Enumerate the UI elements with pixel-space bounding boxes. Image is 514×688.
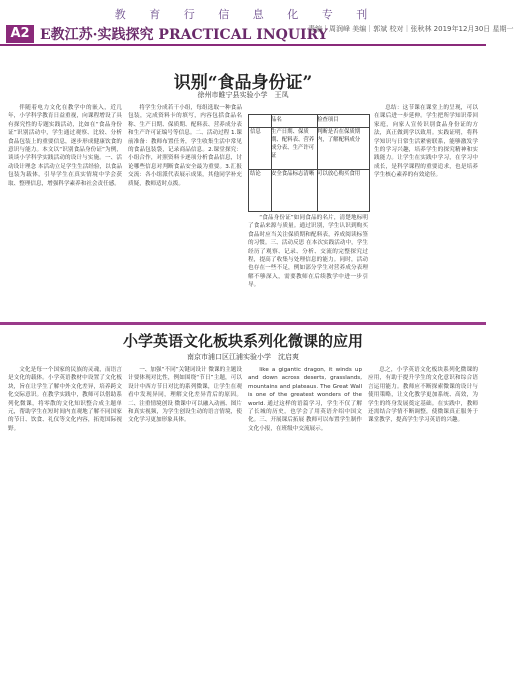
editor-meta: 责编｜周润峰 美编｜郭斌 校对｜张秋林 2019年12月30日 星期一 <box>308 25 514 33</box>
table-cell: 判断是否在保质期内，了解配料成分 <box>317 129 361 143</box>
article1-column-2: 将学生分成若干小组，每组选取一种食品包装，完成资料卡的填写，内容包括食品名称、生产日期、保质期、配料表、营养成分表和生产许可证编号等信息。二、活动过程 1.课前准备：教师布置任务，学生收集生活中常见的食品包装袋，记录商品信息。2.课堂探究：小组合作，对照资料卡逐项分析食品信息，讨论哪些信息对判断食品安全最为重要。3.汇报交流：各小组派代表展示成果，其他同学补充质疑，教师适时点拨。 <box>128 105 242 187</box>
article2-column-2: 一、加强“不同”关键词设计 微课的主题设计要体现对比性，例如围绕“节日”主题，可以设计中西方节日对比的系列微课，让学生在观看中发现异同，理解文化差异背后的原因。二、注重情境创设 微课中可以融入动画、图片和真实视频，为学生创设生动的语言情境，使文化学习更加形象具体。 <box>128 367 242 424</box>
masthead-banner: 教 育 行 信 息 化 专 刊 <box>114 8 378 21</box>
article2-column-1: 文化是每一个国家的民族的灵魂，而语言是文化的载体。小学英语教材中设置了文化板块，旨在让学生了解中外文化差异，培养跨文化交际意识。在教学实践中，教师可以借助系列化微课，将零散的文化知识整合成主题单元，帮助学生在短时间内直观地了解不同国家的节日、饮食、礼仪等文化内容，拓宽国际视野。 <box>8 367 122 432</box>
article1-column-1: 伴随着电力文化在教学中的嵌入，近几年，小学科学教育日益重视，向课程增设了具有探究性的专题实践活动，比如在“食品身份证”识别活动中，学生通过观察、比较、分析食品包装上的重要信息，逐步形成健康饮食的意识与能力。本文以“识别食品身份证”为例，谈谈小学科学实践活动的设计与实施。一、活动设计理念 本活动立足学生生活经验，以食品包装为载体，引导学生在真实情境中学会获取、整理信息，增强科学素养和社会责任感。 <box>8 105 122 187</box>
table-cell: 品名 <box>270 115 318 127</box>
article1-byline: 徐州市睢宁县实验小学 王凤 <box>197 91 289 99</box>
top-strip <box>0 0 486 5</box>
page-number: A2 <box>6 25 34 43</box>
table-cell: 安全食品标志清晰 <box>270 169 318 211</box>
article2-byline: 南京市浦口区江浦实验小学 沈启爽 <box>187 353 299 361</box>
table-row <box>249 169 369 211</box>
page-header <box>0 22 514 46</box>
table-cell: 生产日期、保质期、配料表、营养成分表、生产许可证 <box>270 127 318 169</box>
article2-title: 小学英语文化板块系列化微课的应用 <box>122 332 363 350</box>
info-table <box>248 114 370 212</box>
section-divider <box>0 322 486 325</box>
column-title: E教江苏·实践探究 PRACTICAL INQUIRY <box>40 27 328 43</box>
table-cell: 结论 <box>249 169 272 211</box>
article1-title: 识别“食品身份证” <box>173 73 313 93</box>
article2-column-3: like a gigantic dragon, it winds up and down across deserts, grasslands, mountains and plateaus. The Great Wall is one of the greatest wonders of the world. 通过这样的语篇学习，学生不仅了解了长城的历史，也学会了用英语介绍中国文化。三、开展课后拓展 教师可以布置学生制作文化小报，在班级中交流展示。 <box>248 367 362 432</box>
table-cell: 检查项目 <box>317 117 339 123</box>
article1-column-4: 总结：这节课在课堂上的呈现，可以在课后进一步延伸。学生把所学知识带回家庭，向家人宣传识别食品身份证的方法，真正做到学以致用。实践证明，将科学知识与日常生活紧密联系，能够激发学生的学习兴趣，培养学生的探究精神和实践能力。让学生在实践中学习，在学习中成长，是科学课程的重要追求，也是培养学生核心素养的有效途径。 <box>374 105 478 179</box>
header-rule <box>0 44 486 46</box>
table-row <box>249 127 369 170</box>
table-cell: 信息 <box>249 127 272 169</box>
table-cell: 可以放心购买食用 <box>317 171 361 177</box>
article2-column-4: 总之，小学英语文化板块系列化微课的应用，有助于提升学生的文化意识和综合语言运用能力。教师应不断探索微课的设计与使用策略，让文化教学更加系统、高效，为学生的终身发展奠定基础。在实践中，教师还需结合学情不断调整，使微课真正服务于课堂教学，提高学生学习英语的兴趣。 <box>368 367 478 424</box>
table-cell <box>249 115 272 127</box>
article1-column-3: “食品身份证”如同食品的名片，清楚地标明了食品来源与质量。通过识别，学生认识到购买食品时应当关注保质期和配料表，养成阅读标签的习惯。三、活动反思 在本次实践活动中，学生经历了观察、记录、分析、交流的完整探究过程，提高了收集与处理信息的能力。同时，活动也存在一些不足，例如部分学生对营养成分表理解不够深入，需要教师在后续教学中进一步引导。 <box>248 215 368 289</box>
